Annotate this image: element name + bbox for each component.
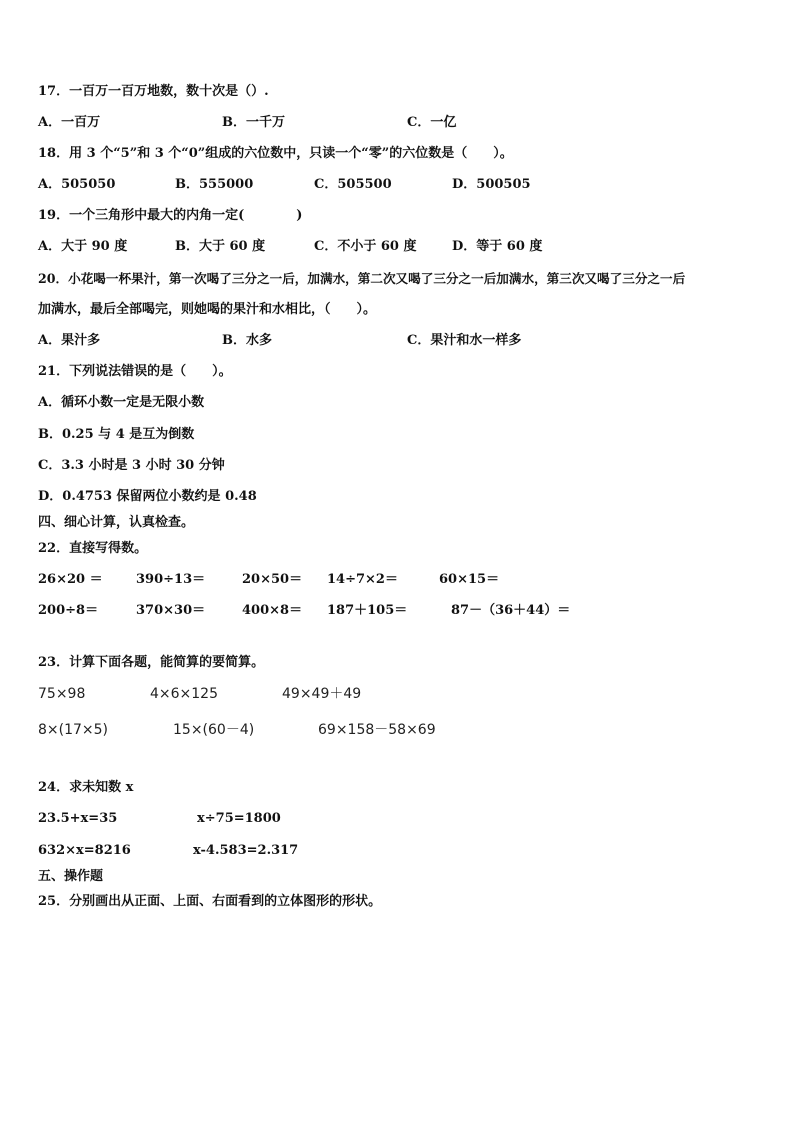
question-18-option-a: A．505050 [38,177,116,192]
question-21-option-a: A．循环小数一定是无限小数 [38,395,205,410]
question-23-stem: 23．计算下面各题，能简算的要简算。 [38,655,265,670]
question-17-option-c: C．一亿 [407,115,457,130]
question-18-stem: 18．用 3 个“5”和 3 个“0”组成的六位数中，只读一个“零”的六位数是（ ）。 [38,146,513,161]
question-20-option-a: A．果汁多 [38,333,101,348]
question-18-option-c: C．505500 [314,177,392,192]
question-22-r2-c4: 187＋105＝ [327,603,408,618]
question-18-option-b: B．555000 [175,177,254,192]
question-24-r2-c1: 632×x=8216 [38,843,131,858]
question-22-r2-c3: 400×8＝ [242,603,303,618]
question-23-r1-c1: 75×98 [38,686,86,702]
question-23-r2-c1: 8×(17×5) [38,722,109,738]
question-21-option-c: C．3.3 小时是 3 小时 30 分钟 [38,458,225,473]
question-22-r1-c2: 390÷13＝ [136,572,206,587]
question-20-stem-line1: 20．小花喝一杯果汁，第一次喝了三分之一后，加满水，第二次又喝了三分之一后加满水，第三次又喝了三分之一后 [38,271,686,286]
question-23-r1-c2: 4×6×125 [150,686,218,702]
question-24-r1-c1: 23.5+x=35 [38,811,118,826]
question-19-option-a: A．大于 90 度 [38,239,128,254]
question-17-stem: 17．一百万一百万地数，数十次是（）. [38,84,269,99]
question-20-option-b: B．水多 [222,333,272,348]
question-20-stem-line2: 加满水，最后全部喝完，则她喝的果汁和水相比，（ ）。 [38,302,377,317]
question-20-option-c: C．果汁和水一样多 [407,333,522,348]
question-22-r1-c1: 26×20 ＝ [38,572,103,587]
question-22-r2-c2: 370×30＝ [136,603,206,618]
question-25-stem: 25．分别画出从正面、上面、右面看到的立体图形的形状。 [38,894,382,909]
question-23-r2-c3: 69×158－58×69 [318,722,436,738]
question-21-option-b: B．0.25 与 4 是互为倒数 [38,427,195,442]
question-19-option-b: B．大于 60 度 [175,239,266,254]
question-17-option-b: B．一千万 [222,115,285,130]
question-23-r2-c2: 15×(60－4) [173,722,255,738]
question-22-r1-c3: 20×50＝ [242,572,303,587]
question-22-r1-c5: 60×15＝ [439,572,500,587]
question-17-option-a: A．一百万 [38,115,101,130]
question-18-option-d: D．500505 [452,177,531,192]
question-22-r2-c1: 200÷8＝ [38,603,99,618]
question-22-r1-c4: 14÷7×2＝ [327,572,398,587]
question-19-option-c: C．不小于 60 度 [314,239,417,254]
question-22-stem: 22．直接写得数。 [38,541,148,556]
question-19-stem: 19．一个三角形中最大的内角一定( ) [38,208,303,223]
question-24-r1-c2: x÷75=1800 [197,811,281,826]
question-24-stem: 24．求未知数 x [38,780,134,795]
question-19-option-d: D．等于 60 度 [452,239,543,254]
question-21-stem: 21．下列说法错误的是（ ）。 [38,364,232,379]
section-4-title: 四、细心计算，认真检查。 [38,515,195,530]
question-24-r2-c2: x-4.583=2.317 [193,843,299,858]
section-5-title: 五、操作题 [38,869,104,884]
question-23-r1-c3: 49×49＋49 [282,686,362,702]
question-22-r2-c5: 87－（36＋44）＝ [451,603,571,618]
question-21-option-d: D．0.4753 保留两位小数约是 0.48 [38,489,257,504]
